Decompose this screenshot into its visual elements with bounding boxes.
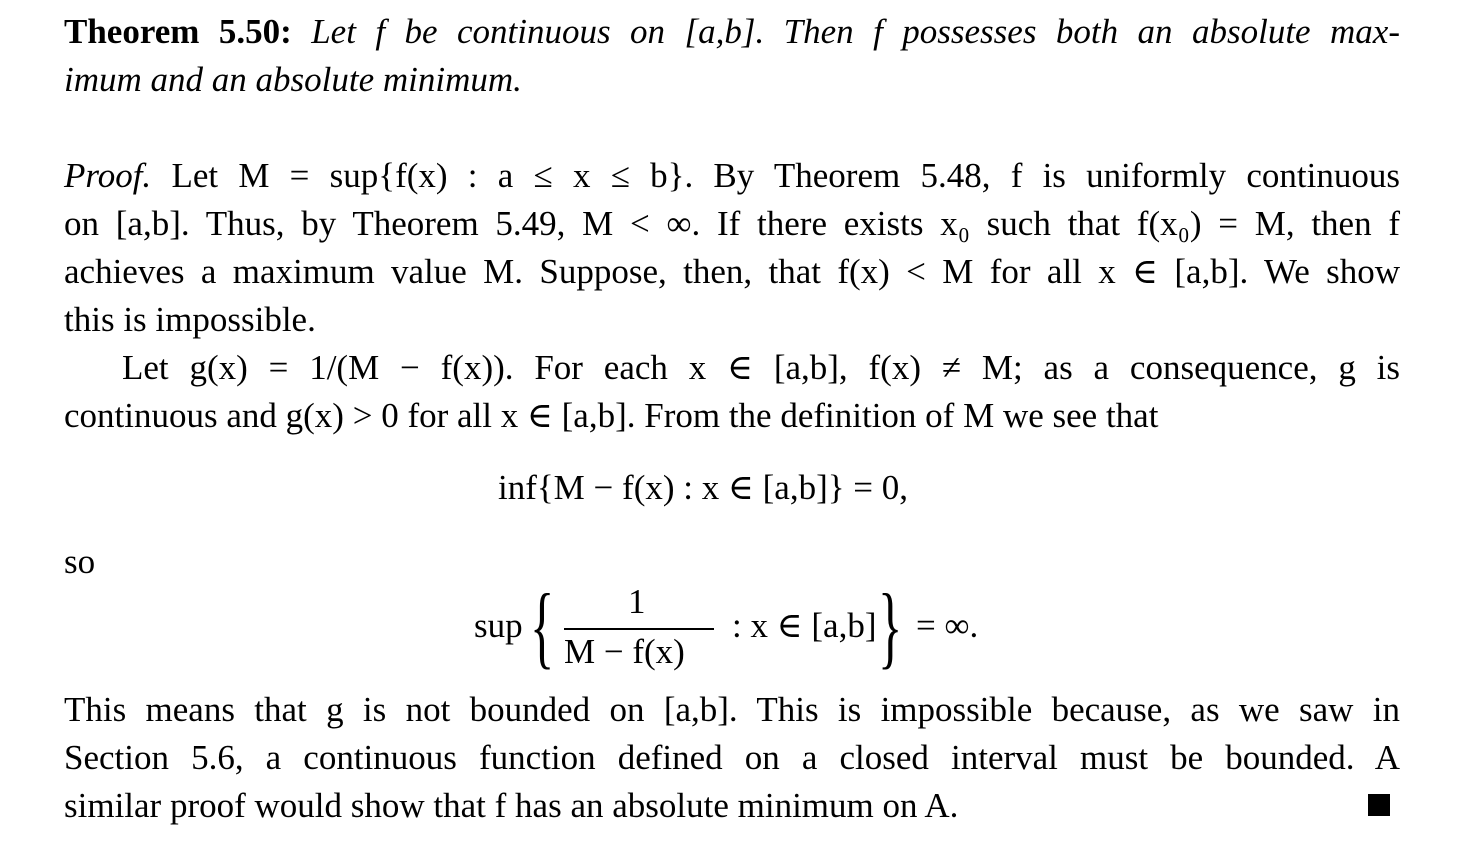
fraction-numerator: 1	[628, 582, 646, 621]
theorem-text-line-1: Let f be continuous on [a,b]. Then f possesses both an absolute max-	[311, 12, 1400, 51]
proof-line-3: achieves a maximum value M. Suppose, then, that f(x) < M for all x ∈ [a,b]. We show	[64, 252, 1400, 291]
proof-line-9: similar proof would show that f has an absolute minimum on A.	[64, 786, 959, 825]
proof-paragraph-1	[64, 152, 1400, 344]
set-condition: : x ∈ [a,b]	[732, 606, 877, 645]
left-brace: {	[530, 575, 555, 677]
proof-label: Proof.	[64, 156, 152, 195]
equals-infinity: = ∞.	[916, 606, 979, 645]
proof-line-6: continuous and g(x) > 0 for all x ∈ [a,b]. From the definition of M we see that	[64, 396, 1159, 435]
proof-paragraph-2	[64, 344, 1400, 440]
proof-line-4: this is impossible.	[64, 300, 316, 339]
proof-line-2: on [a,b]. Thus, by Theorem 5.49, M < ∞. If there exists x₀ such that f(x₀) = M, then f	[64, 204, 1400, 243]
theorem-text-line-2: imum and an absolute minimum.	[64, 60, 522, 99]
equation-inf: inf{M − f(x) : x ∈ [a,b]} = 0,	[498, 468, 909, 507]
theorem-line-1	[64, 8, 1400, 56]
proof-line-1-text: Let M = sup{f(x) : a ≤ x ≤ b}. By Theorem 5.48, f is uniformly continuous	[171, 156, 1400, 195]
theorem-block	[64, 8, 1400, 104]
proof-line-5: Let g(x) = 1/(M − f(x)). For each x ∈ [a,b], f(x) ≠ M; as a consequence, g is	[122, 348, 1400, 387]
qed-square-icon	[1368, 794, 1390, 816]
proof-line-8: Section 5.6, a continuous function defined on a closed interval must be bounded. A	[64, 738, 1400, 777]
proof-line-7: This means that g is not bounded on [a,b]. This is impossible because, as we saw in	[64, 690, 1400, 729]
fraction-denominator: M − f(x)	[564, 632, 685, 671]
fraction-bar	[564, 628, 714, 630]
so-text: so	[64, 542, 96, 581]
right-brace: }	[878, 575, 903, 677]
theorem-label: Theorem 5.50:	[64, 12, 292, 51]
proof-paragraph-3	[64, 686, 1400, 830]
proof-line-1	[64, 152, 1400, 200]
sup-operator: sup	[474, 606, 523, 645]
